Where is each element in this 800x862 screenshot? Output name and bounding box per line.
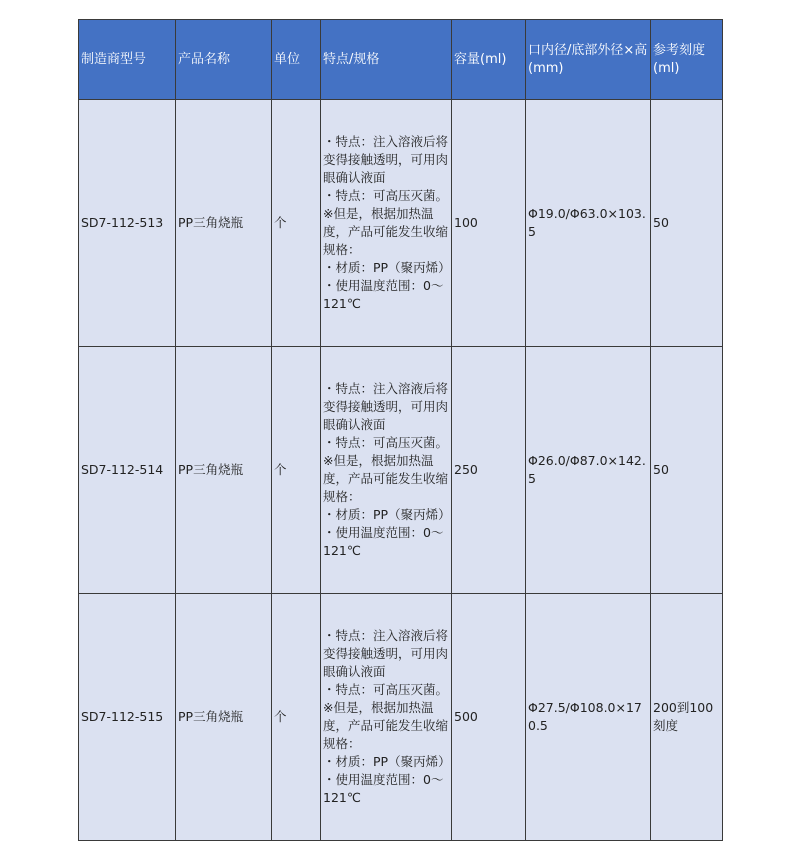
cell-model: SD7-112-514 xyxy=(79,347,176,594)
header-unit: 单位 xyxy=(272,20,321,100)
feature-line: 规格： xyxy=(323,489,361,504)
feature-line: ・使用温度范围：0～121℃ xyxy=(323,525,444,558)
header-scale: 参考刻度(ml) xyxy=(651,20,723,100)
cell-capacity: 100 xyxy=(452,100,526,347)
cell-product-name: PP三角烧瓶 xyxy=(176,594,272,841)
cell-unit: 个 xyxy=(272,347,321,594)
header-features: 特点/规格 xyxy=(321,20,452,100)
feature-line: ・特点：注入溶液后将变得接触透明，可用肉眼确认液面 xyxy=(323,381,449,432)
cell-scale: 50 xyxy=(651,100,723,347)
feature-line: 规格： xyxy=(323,242,361,257)
cell-model: SD7-112-515 xyxy=(79,594,176,841)
cell-features xyxy=(321,594,452,841)
feature-line: ・特点：注入溶液后将变得接触透明，可用肉眼确认液面 xyxy=(323,134,449,185)
feature-line: 规格： xyxy=(323,736,361,751)
cell-unit: 个 xyxy=(272,100,321,347)
header-product-name: 产品名称 xyxy=(176,20,272,100)
header-dimensions: 口内径/底部外径×高(mm) xyxy=(526,20,651,100)
feature-line: ・特点：可高压灭菌。 ※但是，根据加热温度，产品可能发生收缩 xyxy=(323,682,449,733)
cell-scale: 50 xyxy=(651,347,723,594)
cell-product-name: PP三角烧瓶 xyxy=(176,347,272,594)
table-row xyxy=(79,594,723,841)
header-capacity: 容量(ml) xyxy=(452,20,526,100)
cell-features xyxy=(321,100,452,347)
cell-unit: 个 xyxy=(272,594,321,841)
cell-dimensions: Φ19.0/Φ63.0×103.5 xyxy=(526,100,651,347)
cell-features xyxy=(321,347,452,594)
product-spec-table xyxy=(78,19,723,841)
feature-line: ・特点：可高压灭菌。 ※但是，根据加热温度，产品可能发生收缩 xyxy=(323,435,449,486)
feature-line: ・特点：注入溶液后将变得接触透明，可用肉眼确认液面 xyxy=(323,628,449,679)
header-model: 制造商型号 xyxy=(79,20,176,100)
cell-dimensions: Φ27.5/Φ108.0×170.5 xyxy=(526,594,651,841)
feature-line: ・使用温度范围：0～121℃ xyxy=(323,772,444,805)
table-header-row xyxy=(79,20,723,100)
table-row xyxy=(79,347,723,594)
cell-model: SD7-112-513 xyxy=(79,100,176,347)
feature-line: ・材质：PP（聚丙烯） xyxy=(323,507,451,522)
cell-product-name: PP三角烧瓶 xyxy=(176,100,272,347)
cell-scale: 200到100刻度 xyxy=(651,594,723,841)
cell-capacity: 500 xyxy=(452,594,526,841)
cell-capacity: 250 xyxy=(452,347,526,594)
cell-dimensions: Φ26.0/Φ87.0×142.5 xyxy=(526,347,651,594)
table-row xyxy=(79,100,723,347)
feature-line: ・使用温度范围：0～121℃ xyxy=(323,278,444,311)
feature-line: ・材质：PP（聚丙烯） xyxy=(323,754,451,769)
feature-line: ・特点：可高压灭菌。 ※但是，根据加热温度，产品可能发生收缩 xyxy=(323,188,449,239)
feature-line: ・材质：PP（聚丙烯） xyxy=(323,260,451,275)
